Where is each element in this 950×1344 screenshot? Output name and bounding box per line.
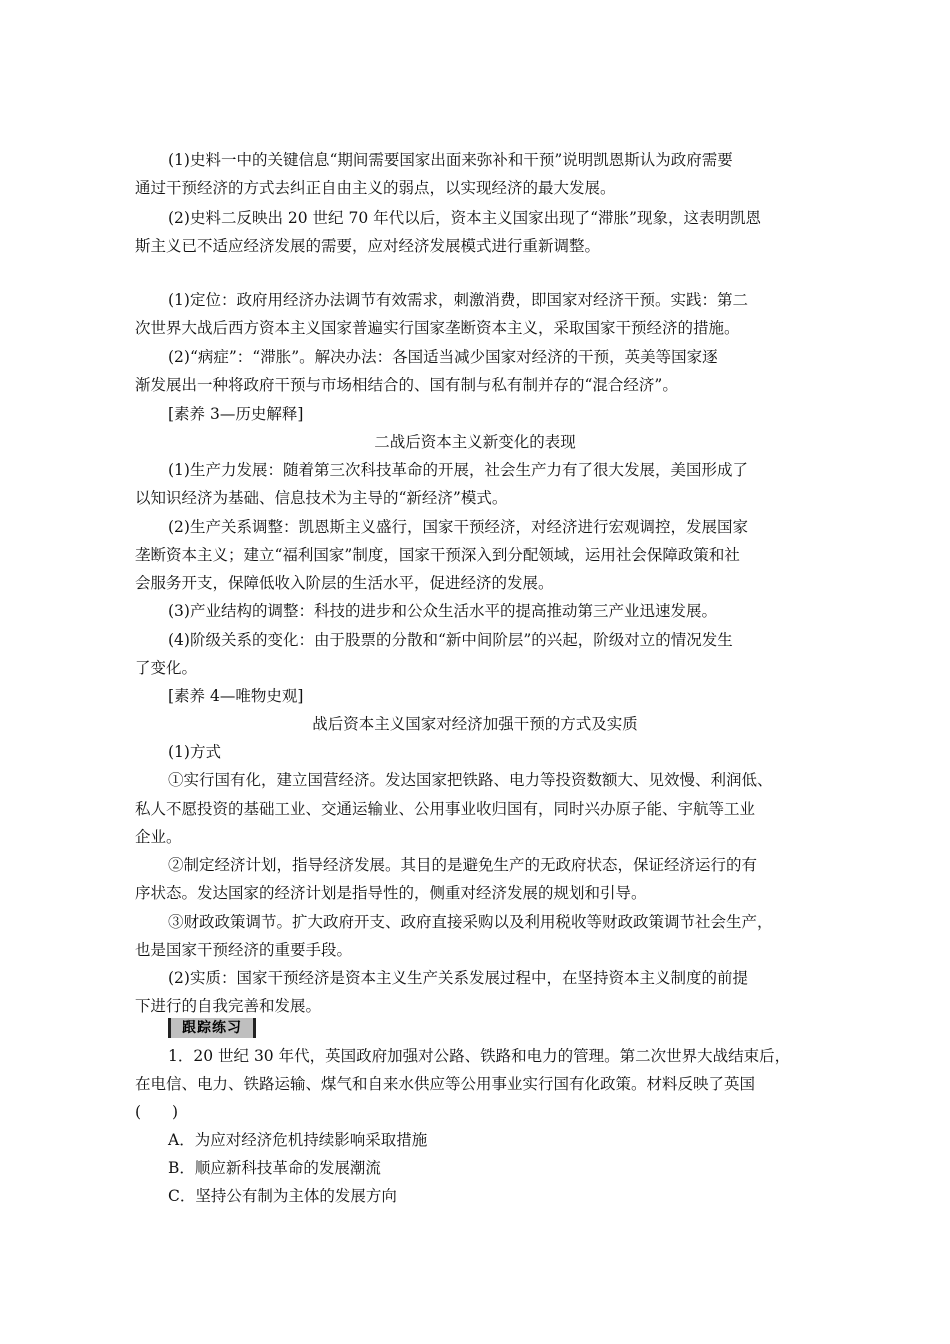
paragraph-line: (2)实质：国家干预经济是资本主义生产关系发展过程中，在坚持资本主义制度的前提 (168, 969, 748, 987)
paragraph-line: (1)史料一中的关键信息“期间需要国家出面来弥补和干预”说明凯恩斯认为政府需要 (168, 151, 733, 169)
section-tag: [素养 4—唯物史观] (168, 687, 304, 705)
paragraph-line: (3)产业结构的调整：科技的进步和公众生活水平的提高推动第三产业迅速发展。 (168, 602, 717, 620)
paragraph-line: (4)阶级关系的变化：由于股票的分散和“新中间阶层”的兴起，阶级对立的情况发生 (168, 631, 733, 649)
paragraph-line: ③财政政策调节。扩大政府开支、政府直接采购以及利用税收等财政政策调节社会生产， (168, 913, 773, 931)
paragraph-line: 企业。 (135, 828, 182, 846)
paragraph-line: 也是国家干预经济的重要手段。 (135, 941, 353, 959)
paragraph-line: 渐发展出一种将政府干预与市场相结合的、国有制与私有制并存的“混合经济”。 (135, 376, 678, 394)
paragraph-line: (1)方式 (168, 743, 221, 761)
answer-option-c: C．坚持公有制为主体的发展方向 (168, 1187, 397, 1205)
paragraph-line: ②制定经济计划，指导经济发展。其目的是避免生产的无政府状态，保证经济运行的有 (168, 856, 758, 874)
paragraph-line: 了变化。 (135, 659, 198, 677)
paragraph-line: (1)定位：政府用经济办法调节有效需求，刺激消费，即国家对经济干预。实践：第二 (168, 291, 748, 309)
paragraph-line: (1)生产力发展：随着第三次科技革命的开展，社会生产力有了很大发展，美国形成了 (168, 461, 748, 479)
paragraph-line: (2)“病症”：“滞胀”。解决办法：各国适当减少国家对经济的干预，英美等国家逐 (168, 348, 718, 366)
answer-option-b: B．顺应新科技革命的发展潮流 (168, 1159, 381, 1177)
practice-badge: 跟踪练习 (168, 1018, 256, 1038)
question-line: 在电信、电力、铁路运输、煤气和自来水供应等公用事业实行国有化政策。材料反映了英国 (135, 1075, 756, 1093)
paragraph-line: 下进行的自我完善和发展。 (135, 997, 322, 1015)
answer-option-a: A．为应对经济危机持续影响采取措施 (168, 1131, 428, 1149)
paragraph-line: 序状态。发达国家的经济计划是指导性的，侧重对经济发展的规划和引导。 (135, 884, 647, 902)
paragraph-line: (2)生产关系调整：凯恩斯主义盛行，国家干预经济，对经济进行宏观调控，发展国家 (168, 518, 748, 536)
paragraph-line: 会服务开支，保障低收入阶层的生活水平，促进经济的发展。 (135, 574, 554, 592)
section-title: 战后资本主义国家对经济加强干预的方式及实质 (312, 715, 638, 733)
paragraph-line: 次世界大战后西方资本主义国家普遍实行国家垄断资本主义，采取国家干预经济的措施。 (135, 319, 740, 337)
paragraph-line: (2)史料二反映出 20 世纪 70 年代以后，资本主义国家出现了“滞胀”现象，这表明凯恩 (168, 209, 761, 227)
paragraph-line: ①实行国有化，建立国营经济。发达国家把铁路、电力等投资数额大、见效慢、利润低、 (168, 771, 773, 789)
question-line: 1．20 世纪 30 年代，英国政府加强对公路、铁路和电力的管理。第二次世界大战结束后， (168, 1047, 791, 1065)
paragraph-line: 以知识经济为基础、信息技术为主导的“新经济”模式。 (135, 489, 508, 507)
paragraph-line: 垄断资本主义；建立“福利国家”制度，国家干预深入到分配领域，运用社会保障政策和社 (135, 546, 740, 564)
section-title: 二战后资本主义新变化的表现 (374, 433, 576, 451)
paragraph-line: 私人不愿投资的基础工业、交通运输业、公用事业收归国有，同时兴办原子能、宇航等工业 (135, 800, 756, 818)
section-tag: [素养 3—历史解释] (168, 405, 304, 423)
question-line: ( ) (135, 1103, 179, 1121)
paragraph-line: 斯主义已不适应经济发展的需要，应对经济发展模式进行重新调整。 (135, 237, 601, 255)
paragraph-line: 通过干预经济的方式去纠正自由主义的弱点，以实现经济的最大发展。 (135, 179, 616, 197)
